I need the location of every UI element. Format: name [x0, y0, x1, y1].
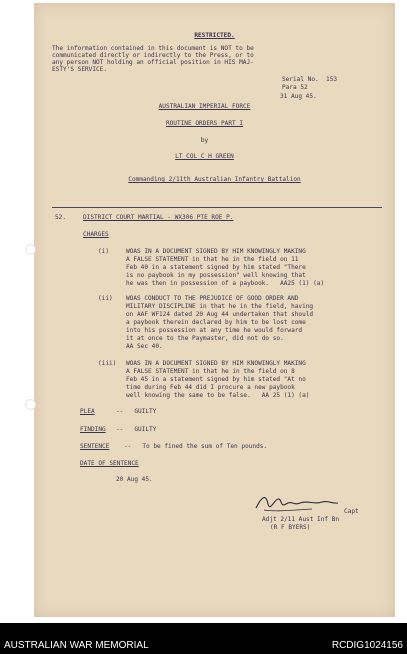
command-line: Commanding 2/11th Australian Infantry Battalion: [128, 176, 301, 183]
notice-line: ESTY'S SERVICE.: [52, 66, 108, 73]
charge-line: it at once to the Paymaster, did not do so.: [126, 335, 284, 342]
footer-source-label: AUSTRALIAN WAR MEMORIAL: [4, 640, 149, 651]
finding-value: -- GUILTY: [116, 426, 157, 433]
commander-name: LT COL C H GREEN: [175, 153, 234, 160]
by-line: by: [200, 137, 209, 144]
charge-line: on AAF WF124 dated 20 Aug 44 undertaken that should: [126, 311, 314, 318]
signature-title: Adjt 2/11 Aust Inf Bn: [262, 516, 340, 523]
divider-line: [52, 207, 382, 208]
charge-line: WOAS IN A DOCUMENT SIGNED BY HIM KNOWINGLY MAKING: [126, 248, 306, 255]
charge-line: Feb 45 in a statement signed by him stated "At no: [126, 376, 306, 383]
classification-heading: RESTRICTED.: [194, 32, 235, 39]
document-date: 31 Aug 45.: [280, 93, 317, 100]
archive-footer: [0, 623, 407, 654]
punch-hole: [25, 399, 36, 410]
charge-line: into his possession at any time he would forward: [126, 327, 303, 334]
serial-number: Serial No. 153: [282, 76, 338, 83]
charge-line: Feb 40 in a statement signed by him stated "There: [126, 264, 306, 271]
item-title: DISTRICT COURT MARTIAL - WX306 PTE ROE P.: [83, 214, 234, 221]
charges-heading: CHARGES: [83, 231, 109, 238]
charge-line: A FALSE STATEMENT in that he in the field on 11: [126, 256, 299, 263]
charge-line: A FALSE STATEMENT in that he in the field on 8: [126, 368, 295, 375]
footer-record-id: RCDIG1024156: [331, 640, 403, 651]
sentence-value: -- To be fined the sum of Ten pounds.: [124, 443, 268, 450]
charge-line: well knowing the same to be false. AA 25 (1) (a): [126, 392, 310, 399]
charge-number: (iii): [98, 360, 117, 367]
handwritten-signature: [252, 490, 342, 516]
item-number: 52.: [55, 214, 67, 221]
charge-number: (i): [98, 248, 110, 255]
plea-label: PLEA: [80, 408, 95, 415]
charge-line: is no paybook in my possession" well knowing that: [126, 272, 306, 279]
charge-line: he was then in possession of a paybook. AA25 (1) (a): [126, 280, 325, 287]
plea-value: -- GUILTY: [116, 408, 157, 415]
charge-line: MILITARY DISCIPLINE in that he in the field, having: [126, 303, 314, 310]
charge-line: WOAS CONDUCT TO THE PREJUDICE OF GOOD ORDER AND: [126, 295, 299, 302]
date-of-sentence-label: DATE OF SENTENCE: [80, 460, 139, 467]
notice-line: any person NOT holding an official position in HIS MAJ-: [52, 59, 254, 66]
para-number: Para 52: [282, 84, 308, 91]
date-of-sentence-value: 20 Aug 45.: [116, 476, 153, 483]
charge-line: a paybook therein declared by him to be lost come: [126, 319, 306, 326]
sentence-label: SENTENCE: [80, 443, 110, 450]
notice-line: The information contained in this document is NOT to be: [52, 45, 254, 52]
signature-name: (R F BYERS): [270, 524, 311, 531]
finding-label: FINDING: [80, 426, 106, 433]
punch-hole: [25, 244, 36, 255]
charge-line: AA Sec 40.: [126, 343, 163, 350]
signature-rank: Capt: [344, 508, 359, 515]
charge-number: (ii): [98, 295, 113, 302]
notice-line: communicated directly or indirectly to the Press, or to: [52, 52, 254, 59]
orders-title: ROUTINE ORDERS PART I: [165, 120, 244, 127]
charge-line: time during Feb 44 did I procure a new paybook: [126, 384, 295, 391]
force-heading: AUSTRALIAN IMPERIAL FORCE: [158, 103, 251, 110]
charge-line: WOAS IN A DOCUMENT SIGNED BY HIM KNOWINGLY MAKING: [126, 360, 306, 367]
